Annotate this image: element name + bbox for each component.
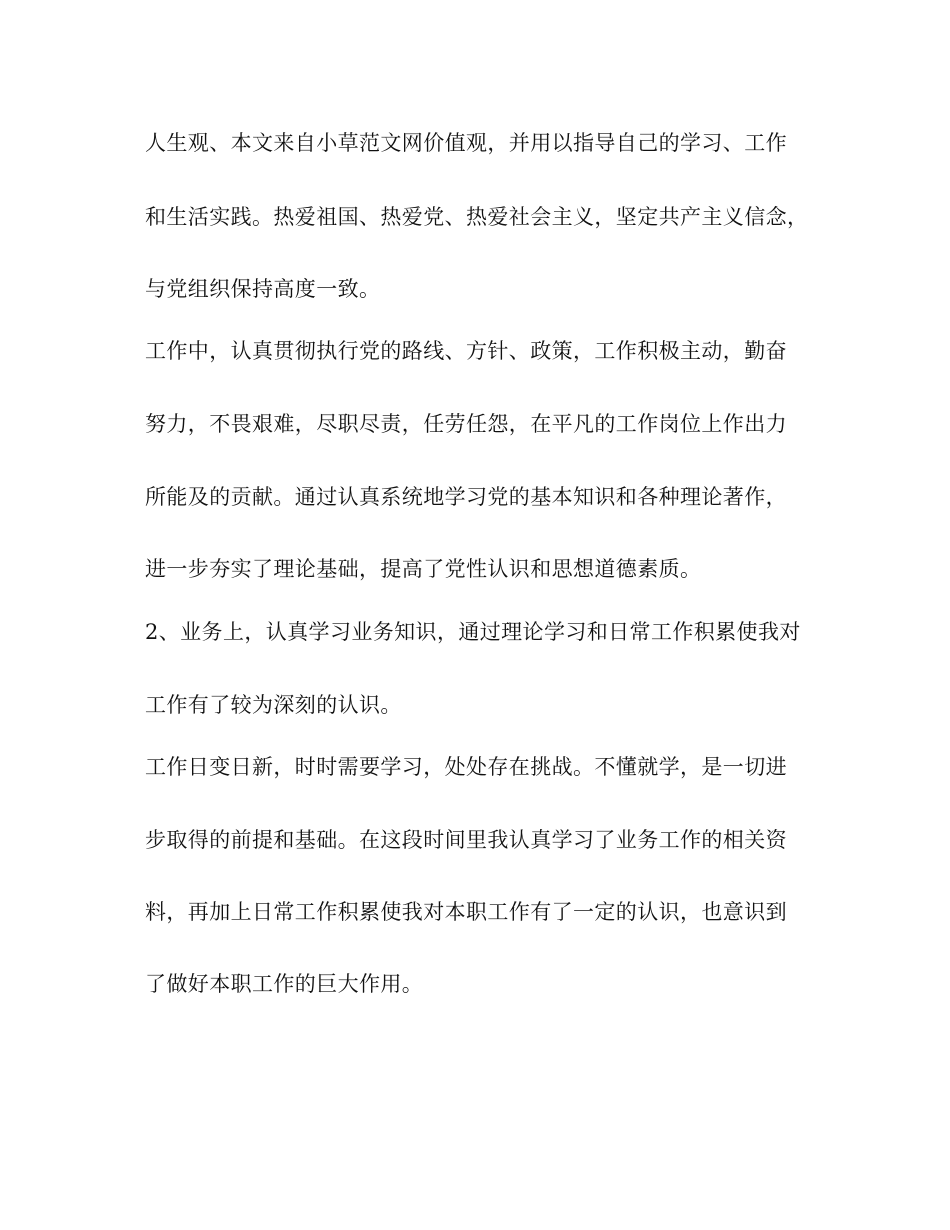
text-line: 人生观、本文来自小草范文网价值观，并用以指导自己的学习、工作 — [145, 131, 787, 155]
text-line: 工作中，认真贯彻执行党的路线、方针、政策，工作积极主动，勤奋 — [145, 339, 787, 363]
text-line: 与党组织保持高度一致。 — [145, 277, 381, 301]
text-line: 进一步夯实了理论基础，提高了党性认识和思想道德素质。 — [145, 557, 702, 581]
text-line: 了做好本职工作的巨大作用。 — [145, 972, 424, 996]
text-line: 步取得的前提和基础。在这段时间里我认真学习了业务工作的相关资 — [145, 828, 787, 852]
text-line: 工作日变日新，时时需要学习，处处存在挑战。不懂就学，是一切进 — [145, 755, 787, 779]
text-line: 2、业务上，认真学习业务知识，通过理论学习和日常工作积累使我对 — [145, 620, 801, 644]
text-line: 料，再加上日常工作积累使我对本职工作有了一定的认识，也意识到 — [145, 900, 787, 924]
text-line: 所能及的贡献。通过认真系统地学习党的基本知识和各种理论著作， — [145, 485, 787, 509]
text-line: 努力，不畏艰难，尽职尽责，任劳任怨，在平凡的工作岗位上作出力 — [145, 412, 787, 436]
text-line: 和生活实践。热爱祖国、热爱党、热爱社会主义，坚定共产主义信念， — [145, 205, 809, 229]
text-line: 工作有了较为深刻的认识。 — [145, 693, 402, 717]
